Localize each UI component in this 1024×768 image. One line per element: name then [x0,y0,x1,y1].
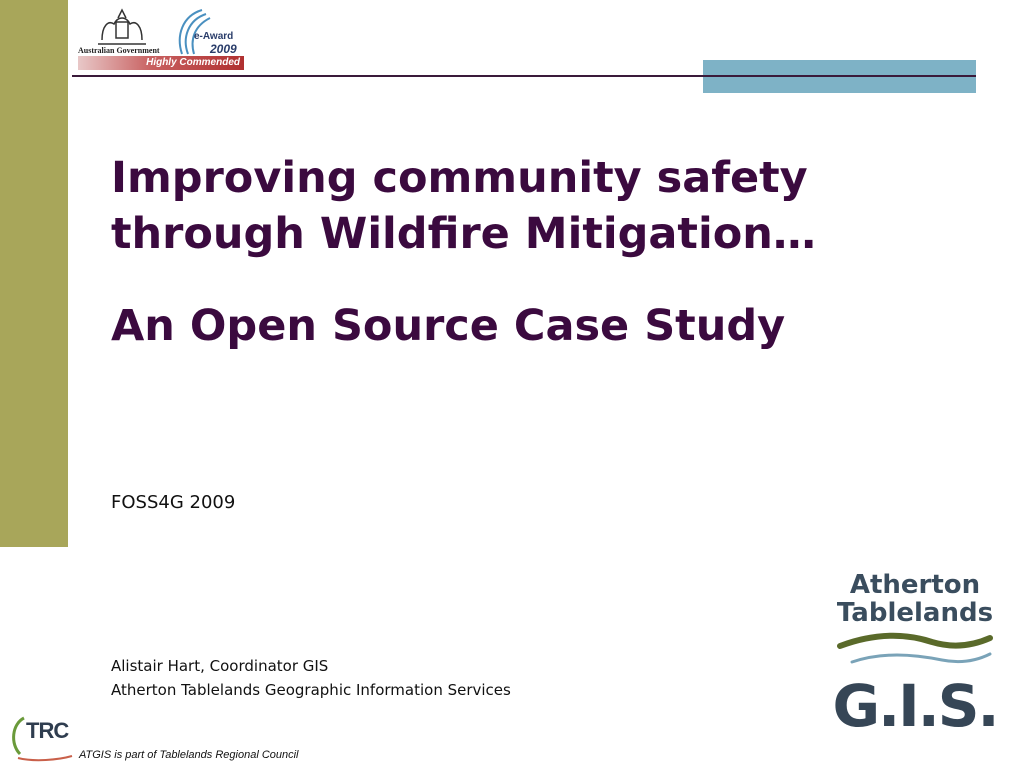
header-divider [72,75,976,77]
commendation-banner [78,56,244,70]
trc-logo [10,712,80,762]
slide-title-line-1: Improving community safety [111,153,808,203]
author-organisation: Atherton Tablelands Geographic Information Services [111,681,511,699]
commendation-label: Highly Commended [146,57,240,68]
gis-logo-line-2: Tablelands [836,598,994,628]
author-block [111,654,511,702]
gis-logo-wordmark: G.I.S. [832,672,998,740]
author-name: Alistair Hart, Coordinator GIS [111,657,329,675]
award-logo [78,6,248,72]
trc-label: TRC [26,718,69,743]
gov-label: Australian Government [78,46,160,55]
award-year: 2009 [210,42,237,56]
event-label: FOSS4G 2009 [111,492,236,513]
slide-subtitle: An Open Source Case Study [111,301,786,351]
sidebar-accent [0,0,68,547]
landscape-swoosh-icon [832,628,998,672]
award-label: e-Award [194,31,234,42]
coat-of-arms-icon [92,6,152,46]
gis-logo [832,568,998,748]
footer-note: ATGIS is part of Tablelands Regional Council [79,749,299,761]
slide-title-line-2: through Wildfire Mitigation… [111,209,816,259]
gis-logo-line-1: Atherton [849,570,981,600]
slide-title [111,150,816,262]
